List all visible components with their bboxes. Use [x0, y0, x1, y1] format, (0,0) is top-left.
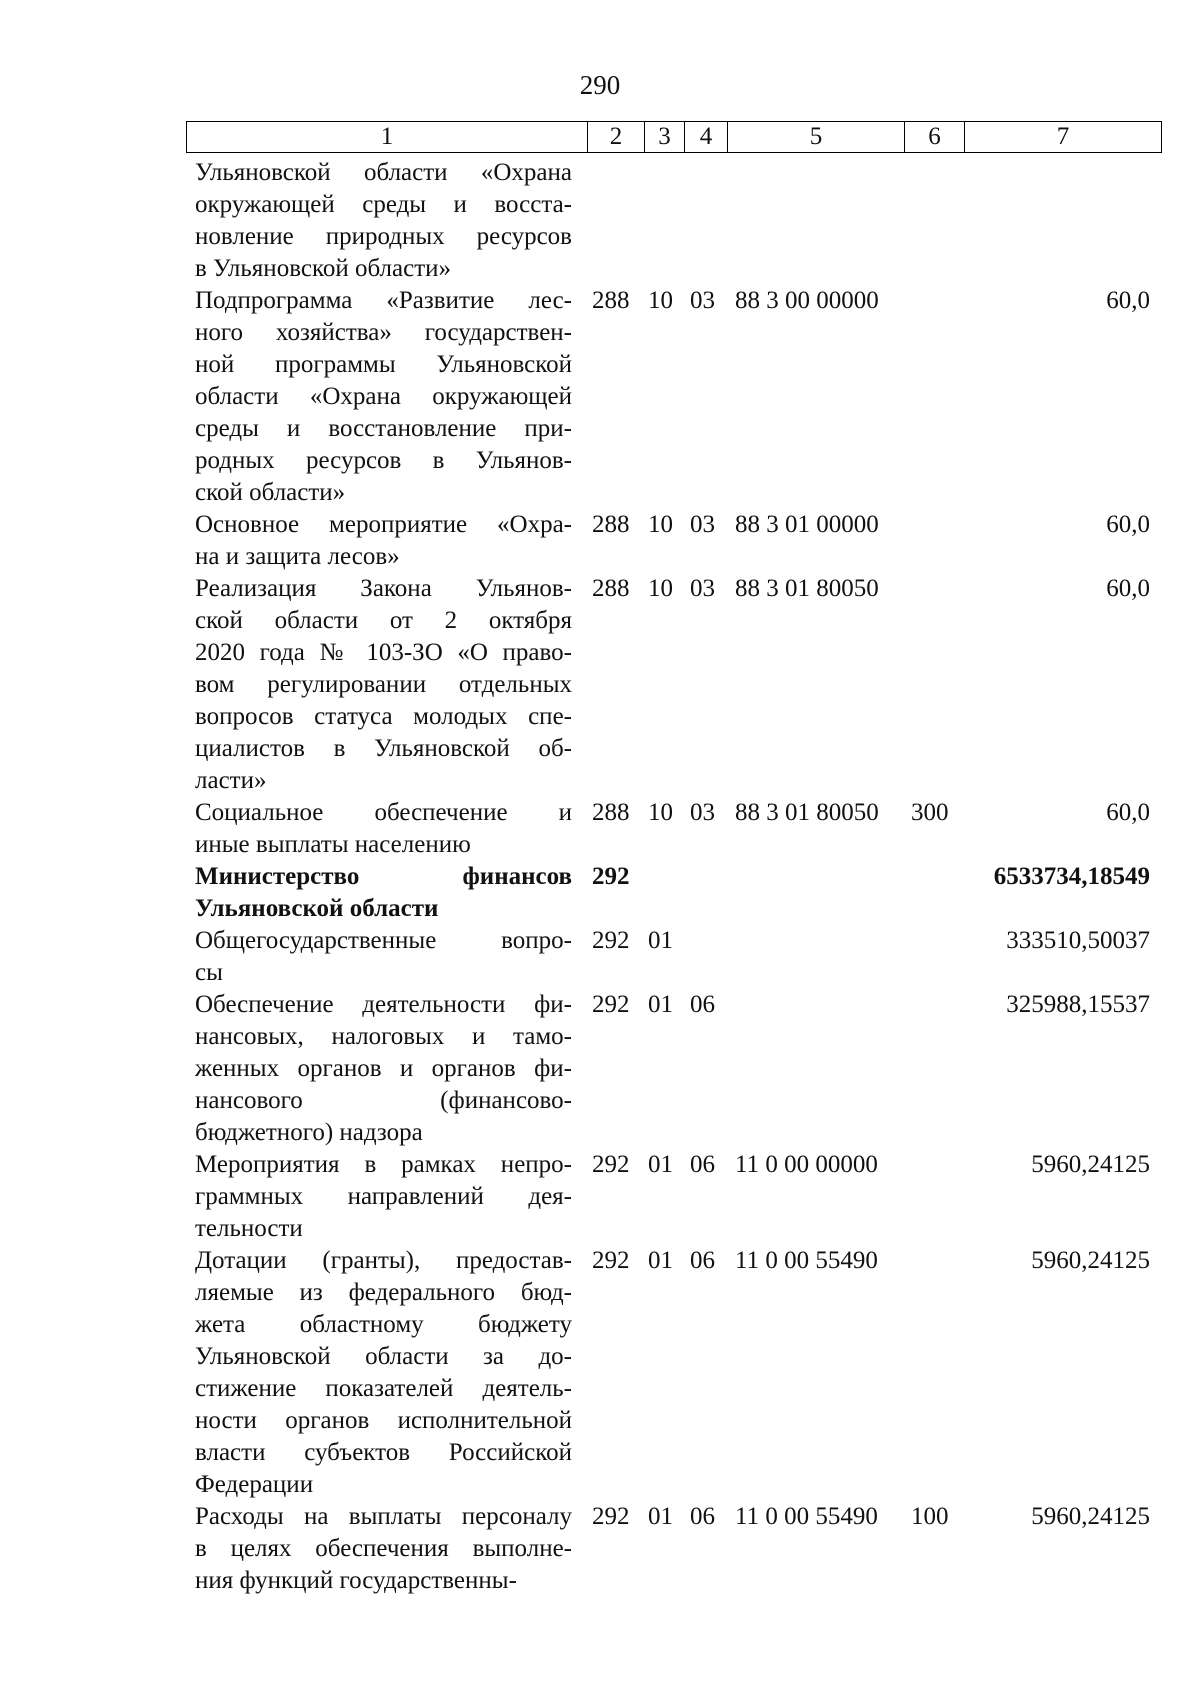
amount: 5960,24125 [1031, 1247, 1150, 1274]
row-description [195, 573, 572, 797]
target-article-code: 88 3 01 00000 [735, 511, 879, 538]
description-line: ласти» [195, 767, 267, 794]
table-row [0, 989, 1200, 1149]
description-line: Социальное обеспечение и [195, 799, 572, 826]
agency-code: 292 [592, 863, 630, 890]
target-article-code: 88 3 00 00000 [735, 287, 879, 314]
row-description [195, 989, 572, 1149]
description-line: ния функций государственны- [195, 1567, 517, 1594]
agency-code: 292 [592, 927, 630, 954]
agency-code: 292 [592, 1151, 630, 1178]
expense-type-code: 100 [911, 1503, 949, 1530]
description-line: женных органов и органов фи- [195, 1055, 572, 1082]
description-line: Министерство финансов [195, 863, 572, 890]
column-header-3: 3 [645, 122, 685, 153]
agency-code: 288 [592, 287, 630, 314]
amount: 6533734,18549 [993, 863, 1150, 890]
row-description [195, 925, 572, 989]
description-line: в Ульяновской области» [195, 255, 452, 282]
column-header-4: 4 [685, 122, 728, 153]
column-header-7: 7 [965, 122, 1162, 153]
section-code: 10 [648, 575, 673, 602]
amount: 5960,24125 [1031, 1151, 1150, 1178]
agency-code: 292 [592, 991, 630, 1018]
description-line: Мероприятия в рамках непро- [195, 1151, 572, 1178]
description-line: вом регулировании отдельных [195, 671, 572, 698]
column-header-5: 5 [728, 122, 905, 153]
section-code: 01 [648, 1151, 673, 1178]
target-article-code: 88 3 01 80050 [735, 799, 879, 826]
row-description [195, 157, 572, 285]
row-description [195, 861, 572, 925]
budget-table-body [0, 157, 1200, 1597]
description-line: тельности [195, 1215, 303, 1242]
section-code: 10 [648, 511, 673, 538]
table-row [0, 1149, 1200, 1245]
description-line: Расходы на выплаты персоналу [195, 1503, 572, 1530]
subsection-code: 03 [690, 511, 715, 538]
column-header-6: 6 [905, 122, 965, 153]
description-line: бюджетного) надзора [195, 1119, 423, 1146]
description-line: Ульяновской области «Охрана [195, 159, 572, 186]
subsection-code: 03 [690, 799, 715, 826]
column-header-2: 2 [588, 122, 645, 153]
table-row [0, 861, 1200, 925]
description-line: Обеспечение деятельности фи- [195, 991, 572, 1018]
description-line: ской области» [195, 479, 346, 506]
description-line: Основное мероприятие «Охра- [195, 511, 572, 538]
target-article-code: 11 0 00 55490 [735, 1503, 878, 1530]
table-row [0, 509, 1200, 573]
amount: 5960,24125 [1031, 1503, 1150, 1530]
amount: 333510,50037 [1006, 927, 1150, 954]
description-line: ной программы Ульяновской [195, 351, 572, 378]
table-row [0, 925, 1200, 989]
agency-code: 288 [592, 575, 630, 602]
column-header-1: 1 [187, 122, 588, 153]
description-line: новление природных ресурсов [195, 223, 572, 250]
page-number: 290 [579, 70, 621, 100]
expense-type-code: 300 [911, 799, 949, 826]
target-article-code: 11 0 00 00000 [735, 1151, 878, 1178]
column-header-table [186, 121, 1162, 153]
amount: 60,0 [1106, 799, 1150, 826]
row-description [195, 797, 572, 861]
description-line: Дотации (гранты), предостав- [195, 1247, 572, 1274]
amount: 60,0 [1106, 575, 1150, 602]
description-line: области «Охрана окружающей [195, 383, 572, 410]
description-line: иные выплаты населению [195, 831, 471, 858]
row-description [195, 285, 572, 509]
description-line: нансового (финансово- [195, 1087, 572, 1114]
row-description [195, 509, 572, 573]
agency-code: 292 [592, 1503, 630, 1530]
row-description [195, 1245, 572, 1501]
description-line: ляемые из федерального бюд- [195, 1279, 572, 1306]
amount: 325988,15537 [1006, 991, 1150, 1018]
description-line: ного хозяйства» государствен- [195, 319, 572, 346]
subsection-code: 06 [690, 1247, 715, 1274]
description-line: 2020 года № 103-ЗО «О право- [195, 639, 572, 666]
description-line: жета областному бюджету [195, 1311, 572, 1338]
description-line: Ульяновской области за до- [195, 1343, 572, 1370]
agency-code: 288 [592, 799, 630, 826]
target-article-code: 88 3 01 80050 [735, 575, 879, 602]
table-row [0, 157, 1200, 285]
description-line: циалистов в Ульяновской об- [195, 735, 572, 762]
description-line: ности органов исполнительной [195, 1407, 572, 1434]
section-code: 01 [648, 1247, 673, 1274]
description-line: в целях обеспечения выполне- [195, 1535, 572, 1562]
description-line: родных ресурсов в Ульянов- [195, 447, 572, 474]
row-description [195, 1501, 572, 1597]
table-row [0, 1245, 1200, 1501]
description-line: граммных направлений дея- [195, 1183, 572, 1210]
table-row [0, 285, 1200, 509]
subsection-code: 06 [690, 1503, 715, 1530]
subsection-code: 06 [690, 991, 715, 1018]
subsection-code: 06 [690, 1151, 715, 1178]
agency-code: 292 [592, 1247, 630, 1274]
description-line: стижение показателей деятель- [195, 1375, 572, 1402]
description-line: вопросов статуса молодых спе- [195, 703, 572, 730]
description-line: сы [195, 959, 223, 986]
description-line: Реализация Закона Ульянов- [195, 575, 572, 602]
amount: 60,0 [1106, 511, 1150, 538]
description-line: на и защита лесов» [195, 543, 400, 570]
description-line: ской области от 2 октября [195, 607, 572, 634]
table-row [0, 573, 1200, 797]
section-code: 10 [648, 287, 673, 314]
subsection-code: 03 [690, 287, 715, 314]
agency-code: 288 [592, 511, 630, 538]
description-line: Подпрограмма «Развитие лес- [195, 287, 572, 314]
description-line: Федерации [195, 1471, 314, 1498]
row-description [195, 1149, 572, 1245]
section-code: 01 [648, 927, 673, 954]
target-article-code: 11 0 00 55490 [735, 1247, 878, 1274]
description-line: власти субъектов Российской [195, 1439, 572, 1466]
section-code: 01 [648, 991, 673, 1018]
description-line: Ульяновской области [195, 895, 439, 922]
amount: 60,0 [1106, 287, 1150, 314]
section-code: 01 [648, 1503, 673, 1530]
description-line: среды и восстановление при- [195, 415, 572, 442]
table-row [0, 797, 1200, 861]
table-row [0, 1501, 1200, 1597]
description-line: окружающей среды и восста- [195, 191, 572, 218]
section-code: 10 [648, 799, 673, 826]
description-line: Общегосударственные вопро- [195, 927, 572, 954]
subsection-code: 03 [690, 575, 715, 602]
description-line: нансовых, налоговых и тамо- [195, 1023, 572, 1050]
